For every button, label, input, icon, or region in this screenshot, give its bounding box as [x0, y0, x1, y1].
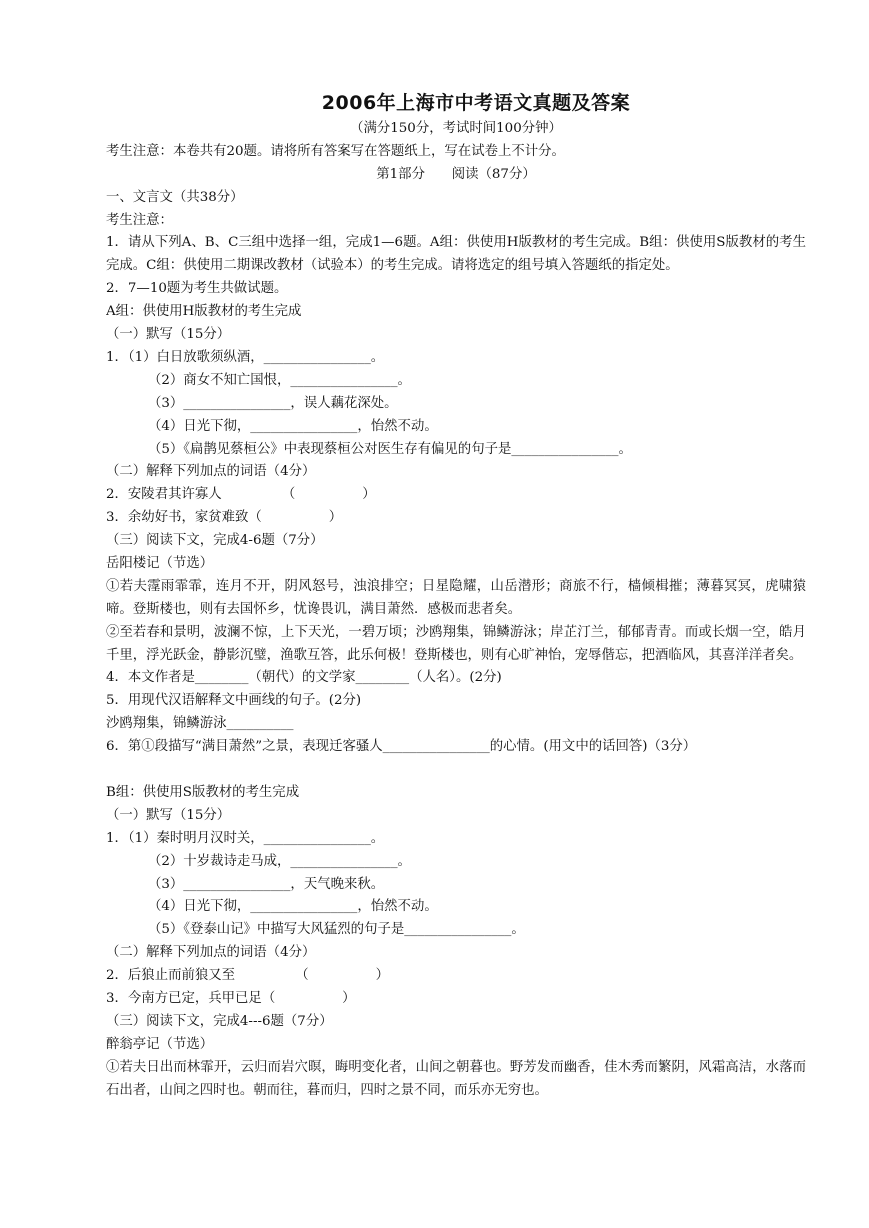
group-a-dictation-heading: （一）默写（15分） [106, 327, 231, 343]
dictation-item: 1．（1）秦时明月汉时关，________________。 [106, 830, 385, 846]
dictation-item: （2）商女不知亡国恨，________________。 [148, 372, 411, 388]
page-title: 2006年上海市中考语文真题及答案 [321, 92, 631, 114]
dictation-item: （4）日光下彻，________________，怡然不动。 [148, 418, 438, 434]
exam-subtitle: （满分150分，考试时间100分钟） [350, 121, 562, 136]
dictation-item: 1．（1）白日放歌须纵酒，________________。 [106, 349, 385, 365]
dictation-item: （3）________________，天气晚来秋。 [148, 876, 385, 892]
section-heading: 一、文言文（共38分） [106, 189, 244, 205]
explain-item: 2．后狼止而前狼又至 （ ） [106, 968, 390, 984]
notice-item-1: 1．请从下列A、B、C三组中选择一组，完成1—6题。A组：供使用H版教材的考生完成。B组：供使用S版教材的考生完成。C组：供使用二期课改教材（试验本）的考生完成。请将选定的组号填入答题纸的指定处。 [106, 235, 806, 274]
dictation-item: （5）《扁鹊见蔡桓公》中表现蔡桓公对医生存有偏见的句子是________________。 [148, 441, 632, 457]
explain-item: 3．余幼好书，家贫难致（ ） [106, 510, 343, 526]
passage-paragraph: ①若夫日出而林霏开，云归而岩穴暝，晦明变化者，山间之朝暮也。野芳发而幽香，佳木秀而繁阴，风霜高洁，水落而石出者，山间之四时也。朝而往，暮而归，四时之景不同，而乐亦无穷也。 [106, 1059, 806, 1098]
dictation-item: （2）十岁裁诗走马成，________________。 [148, 853, 411, 869]
group-b-reading-heading: （三）阅读下文，完成4---6题（7分） [106, 1013, 333, 1029]
passage-title: 醉翁亭记（节选） [106, 1036, 214, 1052]
group-b-heading: B组：供使用S版教材的考生完成 [106, 785, 300, 801]
group-a-reading-heading: （三）阅读下文，完成4-6题（7分） [106, 533, 324, 549]
group-b-dictation-heading: （一）默写（15分） [106, 807, 231, 823]
dictation-item: （3）________________，误人藕花深处。 [148, 395, 398, 411]
notice-label: 考生注意： [106, 212, 173, 228]
notice-item-2: 2．7—10题为考生共做试题。 [106, 281, 288, 297]
group-a-explain-heading: （二）解释下列加点的词语（4分） [106, 464, 316, 480]
passage-paragraph: ①若夫霪雨霏霏，连月不开，阴风怒号，浊浪排空；日星隐耀，山岳潜形；商旅不行，樯倾楫摧；薄暮冥冥，虎啸猿啼。登斯楼也，则有去国怀乡，忧谗畏讥，满目萧然．感极而悲者矣。 [106, 578, 806, 617]
passage-title: 岳阳楼记（节选） [106, 555, 214, 571]
dictation-item: （4）日光下彻，________________，怡然不动。 [148, 899, 438, 915]
question-item: 5．用现代汉语解释文中画线的句子。(2分) [106, 693, 362, 709]
spacer [106, 759, 806, 782]
question-item: 4．本文作者是________（朝代）的文学家________（人名）。(2分) [106, 670, 502, 686]
explain-item: 2．安陵君其许寡人 （ ） [106, 487, 376, 503]
group-a-heading: A组：供使用H版教材的考生完成 [106, 304, 302, 320]
passage-paragraph: ②至若春和景明，波澜不惊，上下天光，一碧万顷；沙鸥翔集，锦鳞游泳；岸芷汀兰，郁郁青青。而或长烟一空，皓月千里，浮光跃金，静影沉璧，渔歌互答，此乐何极！登斯楼也，则有心旷神怡，宠辱偕忘，把酒临风，其喜洋洋者矣。 [106, 624, 806, 663]
general-notice: 考生注意：本卷共有20题。请将所有答案写在答题纸上，写在试卷上不计分。 [106, 143, 565, 159]
dictation-item: （5）《登泰山记》中描写大风猛烈的句子是________________。 [148, 922, 525, 938]
part-heading: 第1部分 阅读（87分） [376, 166, 536, 182]
exam-page [106, 88, 806, 1103]
question-item: 6．第①段描写“满目萧然”之景，表现迁客骚人________________的心情。(用文中的话回答)（3分） [106, 739, 697, 755]
group-b-explain-heading: （二）解释下列加点的词语（4分） [106, 945, 316, 961]
explain-item: 3．今南方已定，兵甲已足（ ） [106, 991, 356, 1007]
question-item: 沙鸥翔集，锦鳞游泳__________ [106, 716, 294, 732]
